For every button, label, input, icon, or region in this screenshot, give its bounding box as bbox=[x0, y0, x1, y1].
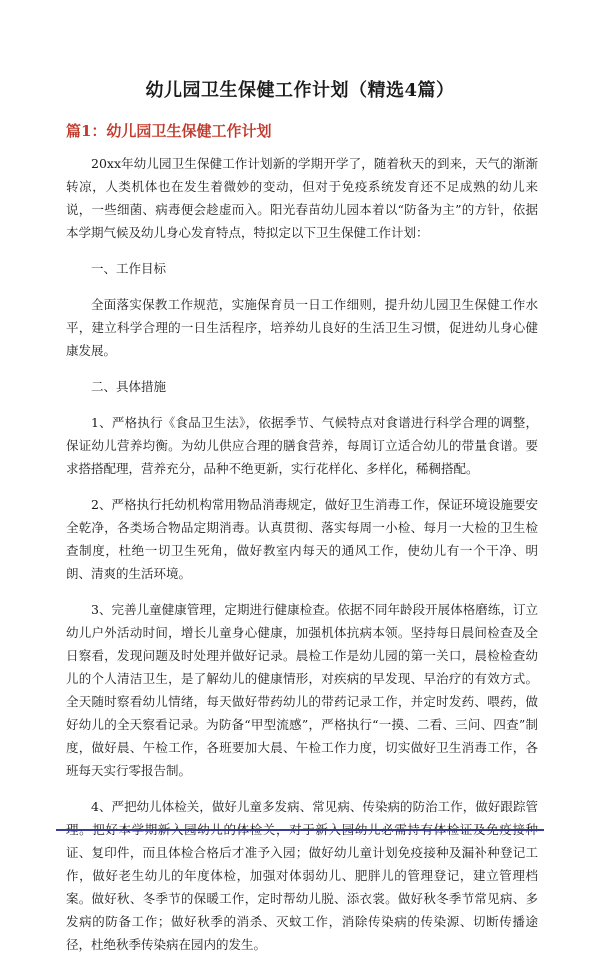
paragraph-measure-4: 4、严把幼儿体检关，做好儿童多发病、常见病、传染病的防治工作，做好跟踪管理。把好本学期新入园幼儿的体检关，对于新入园幼儿必需持有体检证及免疫接种证、复印件，而且体检合格后才准予入园；做好幼儿童计划免疫接种及漏补种登记工作，做好老生幼儿的年度体检，加强对体弱幼儿、肥胖儿的管理登记，建立管理档案。做好秋、冬季节的保暖工作，定时帮幼儿脱、添衣裳。做好秋冬季节常见病、多发病的防备工作；做好秋季的消杀、灭蚊工作，消除传染病的传染源、切断传播途径，杜绝秋季传染病在园内的发生。 bbox=[66, 799, 538, 952]
document-body bbox=[66, 152, 538, 969]
paragraph-measure-2: 2、严格执行托幼机构常用物品消毒规定，做好卫生消毒工作，保证环境设施要安全乾净，各类场合物品定期消毒。认真贯彻、落实每周一小检、每月一大检的卫生检查制度，杜绝一切卫生死角，做好教室内每天的通风工作，使幼儿有一个干净、明朗、清爽的生活环境。 bbox=[66, 497, 538, 581]
subheading-measures: 二、具体措施 bbox=[91, 379, 167, 394]
section-heading: 篇1：幼儿园卫生保健工作计划 bbox=[66, 122, 272, 140]
paragraph-goals: 全面落实保教工作规范，实施保育员一日工作细则，提升幼儿园卫生保健工作水平，建立科学合理的一日生活程序，培养幼儿良好的生活卫生习惯，促进幼儿身心健康发展。 bbox=[66, 297, 538, 358]
footer-divider bbox=[56, 829, 544, 831]
document-title: 幼儿园卫生保健工作计划（精选4篇） bbox=[145, 80, 455, 101]
paragraph-intro: 20xx年幼儿园卫生保健工作计划新的学期开学了，随着秋天的到来，天气的渐渐转凉，人类机体也在发生着微妙的变动，但对于免疫系统发育还不足成熟的幼儿来说，一些细菌、病毒便会趁虚而入。阳光春苗幼儿园本着以“防备为主”的方针，依据本学期气候及幼儿身心发育特点，特拟定以下卫生保健工作计划： bbox=[66, 156, 538, 240]
paragraph-measure-3: 3、完善儿童健康管理，定期进行健康检查。依据不同年龄段开展体格磨练，订立幼儿户外活动时间，增长儿童身心健康，加强机体抗病本领。坚持每日晨间检查及全日察看，发现问题及时处理并做好记录。晨检工作是幼儿园的第一关口，晨检检查幼儿的个人清洁卫生，是了解幼儿的健康情形，对疾病的早发现、早治疗的有效方式。全天随时察看幼儿情绪，每天做好带药幼儿的带药记录工作，并定时发药、喂药，做好幼儿的全天察看记录。为防备“甲型流感”，严格执行“一摸、二看、三问、四查”制度，做好晨、午检工作，各班要加大晨、午检工作力度，切实做好卫生消毒工作，各班每天实行零报告制。 bbox=[66, 602, 538, 778]
paragraph-measure-1: 1、严格执行《食品卫生法》，依据季节、气候特点对食谱进行科学合理的调整，保证幼儿营养均衡。为幼儿供应合理的膳食营养，每周订立适合幼儿的带量食谱。要求搭搭配理，营养充分，品种不绝更新，实行花样化、多样化，稀稠搭配。 bbox=[66, 415, 538, 476]
subheading-goals: 一、工作目标 bbox=[91, 261, 167, 276]
